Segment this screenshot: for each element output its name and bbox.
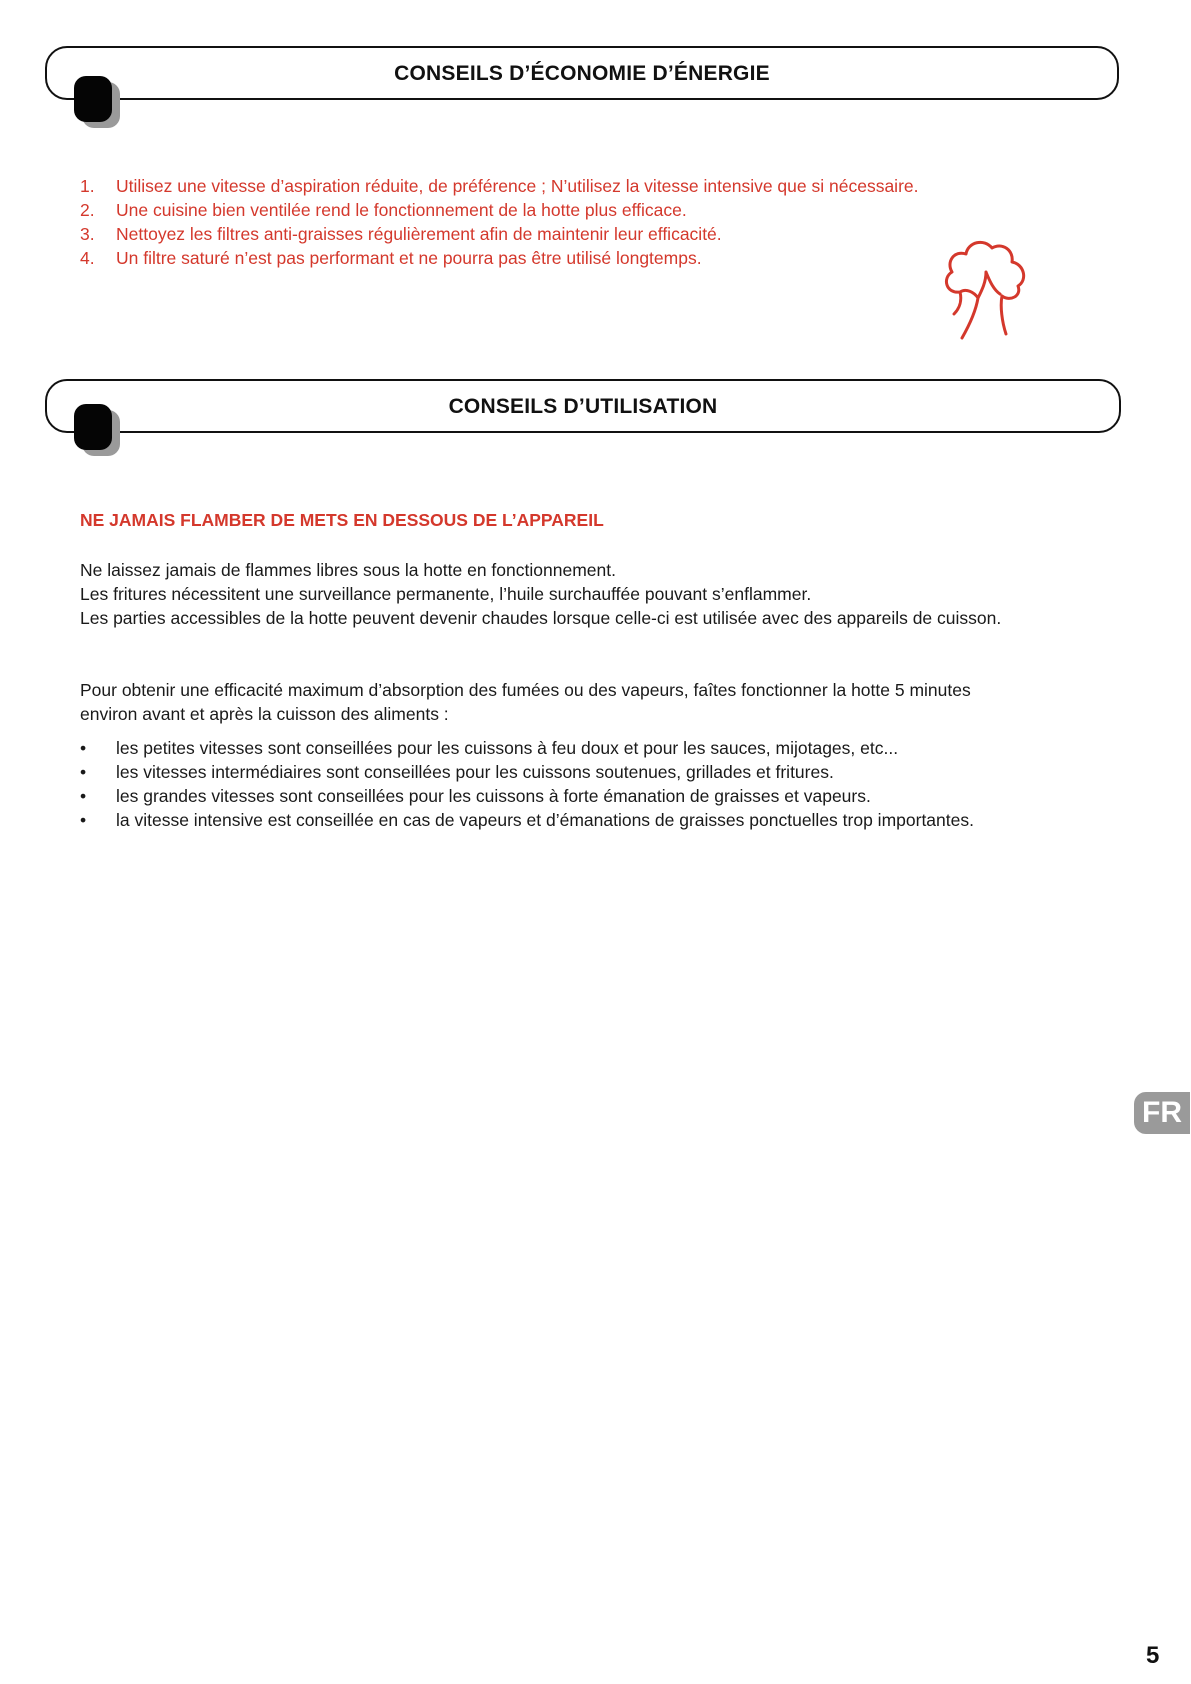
section-header-energy <box>45 46 1119 100</box>
list-item: 3. Nettoyez les filtres anti-graisses régulièrement afin de maintenir leur efficacité. <box>80 224 722 244</box>
paragraph-line: Pour obtenir une efficacité maximum d’absorption des fumées ou des vapeurs, faîtes fonctionner la hotte 5 minutes <box>80 680 971 700</box>
page-number: 5 <box>1146 1642 1160 1669</box>
paragraph-line: Ne laissez jamais de flammes libres sous la hotte en fonctionnement. <box>80 560 616 580</box>
intro-paragraph <box>80 678 971 726</box>
list-item: 4. Un filtre saturé n’est pas performant et ne pourra pas être utilisé longtemps. <box>80 248 702 268</box>
list-item: • les petites vitesses sont conseillées pour les cuissons à feu doux et pour les sauces, mijotages, etc... <box>80 738 899 758</box>
list-item: 1. Utilisez une vitesse d’aspiration réduite, de préférence ; N’utilisez la vitesse intensive que si nécessaire. <box>80 176 919 196</box>
header-badge <box>74 76 112 122</box>
warning-heading: NE JAMAIS FLAMBER DE METS EN DESSOUS DE L’APPAREIL <box>80 510 604 530</box>
section-header-usage <box>45 379 1121 433</box>
energy-tips-list <box>80 174 919 270</box>
section-title-energy: CONSEILS D’ÉCONOMIE D’ÉNERGIE <box>394 62 770 85</box>
list-item: • les grandes vitesses sont conseillées pour les cuissons à forte émanation de graisses et vapeurs. <box>80 786 871 806</box>
paragraph-line: Les parties accessibles de la hotte peuvent devenir chaudes lorsque celle-ci est utilisée avec des appareils de cuisson. <box>80 608 1002 628</box>
language-tab: FR <box>1134 1092 1190 1134</box>
section-title-usage: CONSEILS D’UTILISATION <box>448 395 718 418</box>
list-item: 2. Une cuisine bien ventilée rend le fonctionnement de la hotte plus efficace. <box>80 200 687 220</box>
speed-tips-list <box>80 736 974 832</box>
paragraph-line: Les fritures nécessitent une surveillance permanente, l’huile surchauffée pouvant s’enflammer. <box>80 584 812 604</box>
tree-icon <box>940 236 1030 344</box>
safety-paragraph <box>80 558 1001 630</box>
list-item: • la vitesse intensive est conseillée en cas de vapeurs et d’émanations de graisses ponctuelles trop importantes. <box>80 810 974 830</box>
list-item: • les vitesses intermédiaires sont conseillées pour les cuissons soutenues, grillades et fritures. <box>80 762 834 782</box>
paragraph-line: environ avant et après la cuisson des aliments : <box>80 704 449 724</box>
header-badge <box>74 404 112 450</box>
